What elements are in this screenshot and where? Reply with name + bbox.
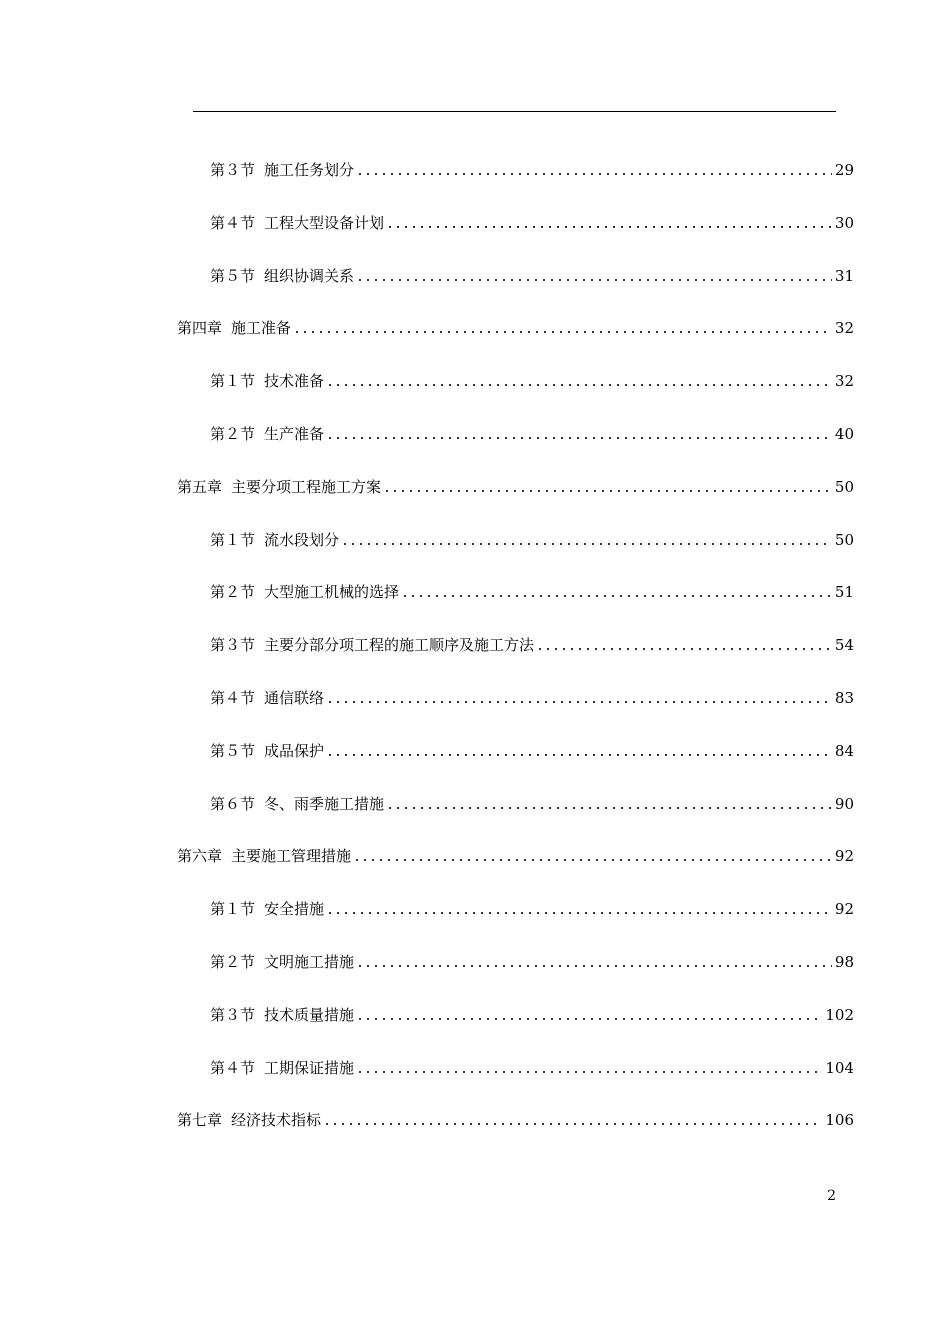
- toc-entry-label: [177, 317, 291, 339]
- toc-entry-label: [210, 687, 324, 709]
- toc-dot-leader: [293, 331, 832, 333]
- toc-entry-title: 成品保护: [264, 741, 325, 760]
- toc-section-entry[interactable]: [0, 1057, 950, 1079]
- toc-entry-page: 92: [834, 847, 854, 866]
- toc-dot-leader: [353, 859, 832, 861]
- toc-entry-number: 第四章: [177, 319, 223, 338]
- toc-entry-page: 32: [834, 372, 854, 391]
- toc-entry-title: 工程大型设备计划: [264, 213, 385, 232]
- toc-dot-leader: [386, 226, 832, 228]
- toc-dot-leader: [386, 807, 832, 809]
- toc-entry-label: [210, 740, 324, 762]
- toc-entry-page: 31: [834, 266, 854, 285]
- toc-dot-leader: [326, 437, 832, 439]
- toc-entry-label: [210, 951, 354, 973]
- toc-entry-number: 第４节: [210, 689, 256, 707]
- toc-entry-page: 104: [825, 1058, 854, 1077]
- toc-section-entry[interactable]: [0, 212, 950, 234]
- toc-entry-label: [210, 581, 399, 603]
- toc-entry-label: [177, 845, 351, 867]
- toc-entry-label: [210, 793, 384, 815]
- toc-section-entry[interactable]: [0, 951, 950, 973]
- page-number: 2: [827, 1188, 836, 1204]
- toc-entry-page: 30: [834, 213, 854, 232]
- toc-dot-leader: [341, 543, 832, 545]
- toc-section-entry[interactable]: [0, 370, 950, 392]
- toc-entry-number: 第１节: [210, 530, 256, 549]
- toc-chapter-entry[interactable]: [0, 845, 950, 867]
- toc-entry-label: [210, 529, 339, 551]
- toc-section-entry[interactable]: [0, 159, 950, 181]
- toc-entry-page: 50: [834, 477, 854, 496]
- toc-dot-leader: [356, 1071, 822, 1073]
- toc-section-entry[interactable]: [0, 634, 950, 656]
- toc-entry-page: 32: [834, 319, 854, 338]
- toc-dot-leader: [326, 384, 832, 386]
- toc-dot-leader: [356, 279, 832, 281]
- toc-entry-title: 冬、雨季施工措施: [264, 794, 385, 813]
- toc-section-entry[interactable]: [0, 687, 950, 709]
- toc-entry-page: 29: [834, 161, 854, 179]
- toc-section-entry[interactable]: [0, 581, 950, 603]
- toc-dot-leader: [326, 701, 832, 703]
- toc-section-entry[interactable]: [0, 265, 950, 287]
- toc-entry-title: 主要分项工程施工方案: [231, 477, 382, 496]
- toc-entry-number: 第六章: [177, 847, 223, 866]
- toc-entry-page: 40: [834, 425, 854, 443]
- toc-entry-page: 83: [834, 689, 854, 707]
- toc-entry-label: [210, 370, 324, 392]
- toc-entry-number: 第３节: [210, 636, 256, 655]
- toc-entry-page: 102: [825, 1005, 854, 1024]
- toc-entry-label: [210, 634, 534, 656]
- toc-entry-number: 第３节: [210, 161, 256, 179]
- toc-entry-title: 生产准备: [264, 425, 325, 443]
- toc-entry-title: 技术准备: [264, 372, 325, 391]
- toc-dot-leader: [401, 595, 832, 597]
- toc-entry-number: 第２节: [210, 425, 256, 443]
- toc-dot-leader: [323, 1123, 822, 1125]
- toc-entry-number: 第１节: [210, 900, 256, 919]
- toc-entry-page: 90: [834, 794, 854, 813]
- toc-section-entry[interactable]: [0, 1004, 950, 1026]
- toc-chapter-entry[interactable]: [0, 1109, 950, 1131]
- toc-entry-label: [210, 212, 384, 234]
- toc-entry-number: 第５节: [210, 741, 256, 760]
- toc-entry-title: 工期保证措施: [264, 1058, 355, 1077]
- toc-dot-leader: [356, 1018, 822, 1020]
- toc-entry-number: 第１节: [210, 372, 256, 391]
- toc-entry-title: 安全措施: [264, 900, 325, 919]
- toc-entry-number: 第２节: [210, 953, 256, 971]
- toc-entry-label: [210, 159, 354, 181]
- toc-chapter-entry[interactable]: [0, 476, 950, 498]
- toc-entry-number: 第七章: [177, 1111, 223, 1130]
- toc-dot-leader: [383, 490, 832, 492]
- toc-section-entry[interactable]: [0, 423, 950, 445]
- toc-entry-title: 主要施工管理措施: [231, 847, 352, 866]
- toc-section-entry[interactable]: [0, 898, 950, 920]
- toc-entry-number: 第３节: [210, 1005, 256, 1024]
- toc-entry-page: 92: [834, 900, 854, 919]
- toc-entry-title: 经济技术指标: [231, 1111, 322, 1130]
- toc-section-entry[interactable]: [0, 793, 950, 815]
- toc-entry-number: 第４节: [210, 1058, 256, 1077]
- toc-dot-leader: [536, 648, 832, 650]
- toc-section-entry[interactable]: [0, 529, 950, 551]
- toc-entry-number: 第６节: [210, 794, 256, 813]
- toc-entry-title: 通信联络: [264, 689, 325, 707]
- toc-entry-number: 第５节: [210, 266, 256, 285]
- toc-dot-leader: [356, 965, 832, 967]
- toc-section-entry[interactable]: [0, 740, 950, 762]
- toc-entry-title: 大型施工机械的选择: [264, 583, 400, 602]
- toc-entry-title: 流水段划分: [264, 530, 340, 549]
- toc-entry-title: 组织协调关系: [264, 266, 355, 285]
- toc-entry-label: [210, 1004, 354, 1026]
- toc-entry-number: 第五章: [177, 477, 223, 496]
- toc-entry-page: 84: [834, 741, 854, 760]
- toc-entry-title: 主要分部分项工程的施工顺序及施工方法: [264, 636, 535, 655]
- toc-entry-title: 技术质量措施: [264, 1005, 355, 1024]
- toc-entry-page: 50: [834, 530, 854, 549]
- toc-entry-page: 106: [825, 1111, 854, 1130]
- toc-entry-title: 施工任务划分: [264, 161, 355, 179]
- toc-entry-page: 54: [834, 636, 854, 655]
- toc-entry-page: 51: [834, 583, 854, 602]
- toc-entry-number: 第４节: [210, 213, 256, 232]
- toc-dot-leader: [356, 173, 832, 175]
- toc-entry-label: [177, 476, 381, 498]
- toc-entry-label: [210, 423, 324, 445]
- toc-dot-leader: [326, 754, 832, 756]
- toc-entry-label: [210, 1057, 354, 1079]
- toc-entry-page: 98: [834, 953, 854, 971]
- toc-entry-title: 施工准备: [231, 319, 292, 338]
- toc-entry-title: 文明施工措施: [264, 953, 355, 971]
- toc-entry-number: 第２节: [210, 583, 256, 602]
- toc-chapter-entry[interactable]: [0, 317, 950, 339]
- toc-dot-leader: [326, 912, 832, 914]
- toc-entry-label: [210, 265, 354, 287]
- toc-entry-label: [177, 1109, 321, 1131]
- toc-entry-label: [210, 898, 324, 920]
